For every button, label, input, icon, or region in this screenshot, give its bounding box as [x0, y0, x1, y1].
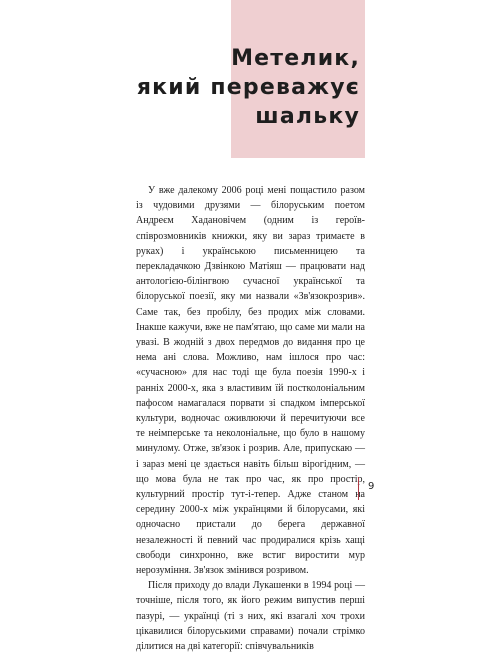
page-number: 9	[368, 481, 375, 492]
chapter-title-line-1: Метелик,	[231, 46, 360, 71]
paragraph: У вже далекому 2006 році мені пощастило разом із чудовими друзями — білоруським поетом Андреєм Хадановічем (одним із героїв-співрозмовників книжки, яку ви зараз тримаєте в руках) і українською письменницею та перекладачкою Дзвінкою Матіяш — працювати над антологією-білінгвою сучасної української та білоруської поезії, яку ми назвали «Зв'язокрозрив». Саме так, без пробілу, без продих між словами. Інакше кажучи, вже не пам'ятаю, що саме ми мали на увазі. В жодній з двох передмов до видання про це нема ані слова. Можливо, нам ішлося про час: «сучасною» для нас тоді ще була поезія 1990-х і ранніх 2000-х, яка з властивим їй постколоніальним пафосом намагалася порвати зі спадком імперської культури, водночас оживлюючи й перечитуючи все те неімперське та неколоніальне, що було в нашому минулому. Отже, зв'язок і розрив. Але, припускаю — і зараз мені це здається навіть більш вірогідним, — що мова була не так про час, як про простір, культурний простір тут-і-тепер. Адже станом на середину 2000-х між українцями й білорусами, які одночасно пристали до берега державної незалежності й певний час продиралися крізь хащі свободи синхронно, вже встиг виростити мур нерозуміння. Зв'язок змінився розривом.	[136, 185, 365, 577]
chapter-title-line-3: шальку	[255, 104, 360, 129]
body-text	[136, 183, 365, 654]
chapter-title	[137, 44, 360, 131]
chapter-title-line-2: який переважує	[136, 75, 360, 100]
paragraph: Після приходу до влади Лукашенки в 1994 році — точніше, після того, як його режим випустив перші пазурі, — українці (ті з них, які взагалі хоч трохи цікавилися білоруськими справами) почали стрімко ділитися на дві категорії: співчувальників	[136, 580, 365, 653]
page-number-marker	[358, 477, 374, 500]
